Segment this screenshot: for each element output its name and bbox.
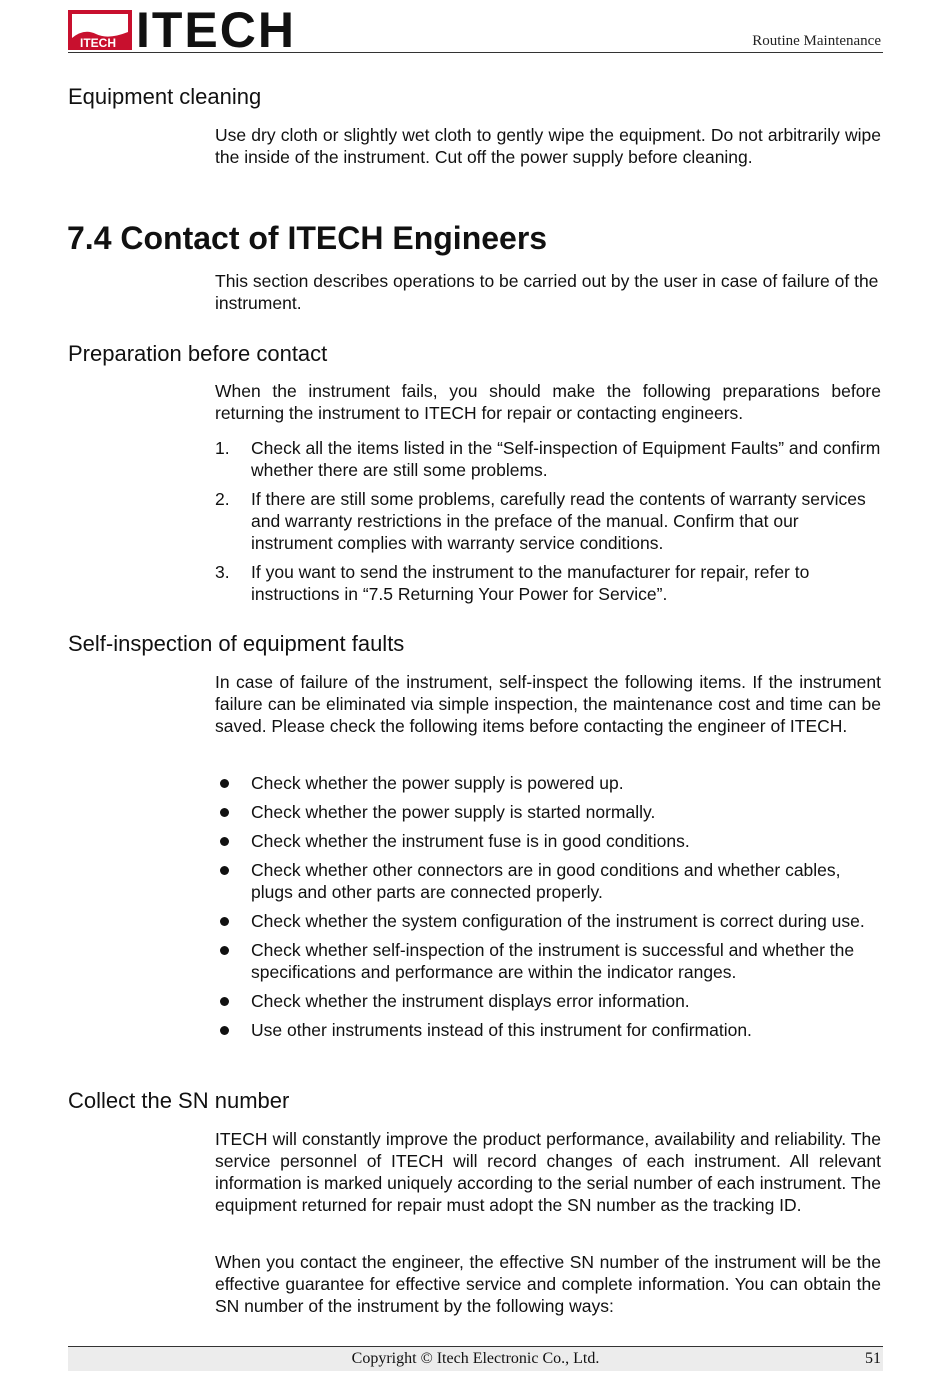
logo-flag-icon bbox=[68, 10, 132, 50]
heading-collect-sn: Collect the SN number bbox=[68, 1088, 290, 1113]
contact-intro-paragraph: This section describes operations to be carried out by the user in case of failure of the instrument. bbox=[215, 271, 879, 313]
page-number: 51 bbox=[865, 1350, 881, 1367]
heading-contact-engineers: 7.4 Contact of ITECH Engineers bbox=[67, 220, 548, 256]
checklist-text: Check whether self-inspection of the instrument is successful and whether the specifications and performance are within the indicator ranges. bbox=[251, 940, 855, 982]
list-item bbox=[215, 1019, 881, 1041]
heading-equipment-cleaning: Equipment cleaning bbox=[68, 84, 262, 109]
bullet-icon bbox=[220, 1026, 229, 1035]
bullet-icon bbox=[220, 997, 229, 1006]
bullet-icon bbox=[220, 808, 229, 817]
sn-paragraph-1: ITECH will constantly improve the product performance, availability and reliability. The service personnel of ITECH will record changes of each instrument. All relevant information is marked uniquely according to the serial number of each instrument. The equipment returned for repair must adopt the SN number as the tracking ID. bbox=[215, 1129, 881, 1215]
self-inspection-paragraph: In case of failure of the instrument, self-inspect the following items. If the instrument failure can be eliminated via simple inspection, the maintenance cost and time can be saved. Please check the following items before contacting the engineer of ITECH. bbox=[215, 672, 881, 736]
list-item bbox=[215, 772, 881, 794]
page-footer bbox=[68, 1346, 883, 1371]
logo-wordmark: ITECH bbox=[136, 2, 296, 58]
list-item bbox=[215, 859, 881, 903]
checklist-text: Use other instruments instead of this instrument for confirmation. bbox=[251, 1020, 752, 1040]
step-text: Check all the items listed in the “Self-inspection of Equipment Faults” and confirm whether there are still some problems. bbox=[251, 438, 881, 480]
list-item bbox=[215, 488, 881, 554]
preparation-steps-list bbox=[215, 437, 881, 605]
checklist-text: Check whether the system configuration of the instrument is correct during use. bbox=[251, 911, 865, 931]
itech-logo bbox=[68, 2, 296, 58]
step-text: If there are still some problems, carefully read the contents of warranty services and warranty restrictions in the preface of the manual. Confirm that our instrument complies with warranty service conditions. bbox=[251, 489, 866, 553]
logo-flag-text: ITECH bbox=[80, 36, 116, 50]
bullet-icon bbox=[220, 946, 229, 955]
heading-self-inspection: Self-inspection of equipment faults bbox=[68, 631, 405, 656]
step-number: 1. bbox=[215, 438, 230, 458]
list-item bbox=[215, 990, 881, 1012]
list-item bbox=[215, 830, 881, 852]
step-number: 3. bbox=[215, 562, 230, 582]
checklist-text: Check whether the instrument fuse is in good conditions. bbox=[251, 831, 690, 851]
checklist-text: Check whether the power supply is powered up. bbox=[251, 773, 624, 793]
checklist-text: Check whether the power supply is started normally. bbox=[251, 802, 656, 822]
list-item bbox=[215, 561, 881, 605]
equipment-cleaning-paragraph: Use dry cloth or slightly wet cloth to gently wipe the equipment. Do not arbitrarily wipe the inside of the instrument. Cut off the power supply before cleaning. bbox=[215, 125, 881, 167]
step-text: If you want to send the instrument to the manufacturer for repair, refer to instructions in “7.5 Returning Your Power for Service”. bbox=[251, 562, 810, 604]
list-item bbox=[215, 801, 881, 823]
heading-preparation: Preparation before contact bbox=[68, 341, 328, 366]
bullet-icon bbox=[220, 779, 229, 788]
running-header-title: Routine Maintenance bbox=[752, 33, 881, 49]
step-number: 2. bbox=[215, 489, 230, 509]
list-item bbox=[215, 910, 881, 932]
list-item bbox=[215, 939, 881, 983]
preparation-paragraph: When the instrument fails, you should make the following preparations before returning the instrument to ITECH for repair or contacting engineers. bbox=[215, 381, 881, 423]
bullet-icon bbox=[220, 866, 229, 875]
self-inspection-checklist bbox=[215, 772, 881, 1041]
bullet-icon bbox=[220, 917, 229, 926]
bullet-icon bbox=[220, 837, 229, 846]
header-divider bbox=[68, 52, 883, 53]
checklist-text: Check whether other connectors are in good conditions and whether cables, plugs and other parts are connected properly. bbox=[251, 860, 841, 902]
list-item bbox=[215, 437, 881, 481]
sn-paragraph-2: When you contact the engineer, the effective SN number of the instrument will be the effective guarantee for effective service and complete information. You can obtain the SN number of the instrument by the following ways: bbox=[215, 1252, 881, 1316]
checklist-text: Check whether the instrument displays error information. bbox=[251, 991, 690, 1011]
copyright-text: Copyright © Itech Electronic Co., Ltd. bbox=[351, 1350, 600, 1367]
